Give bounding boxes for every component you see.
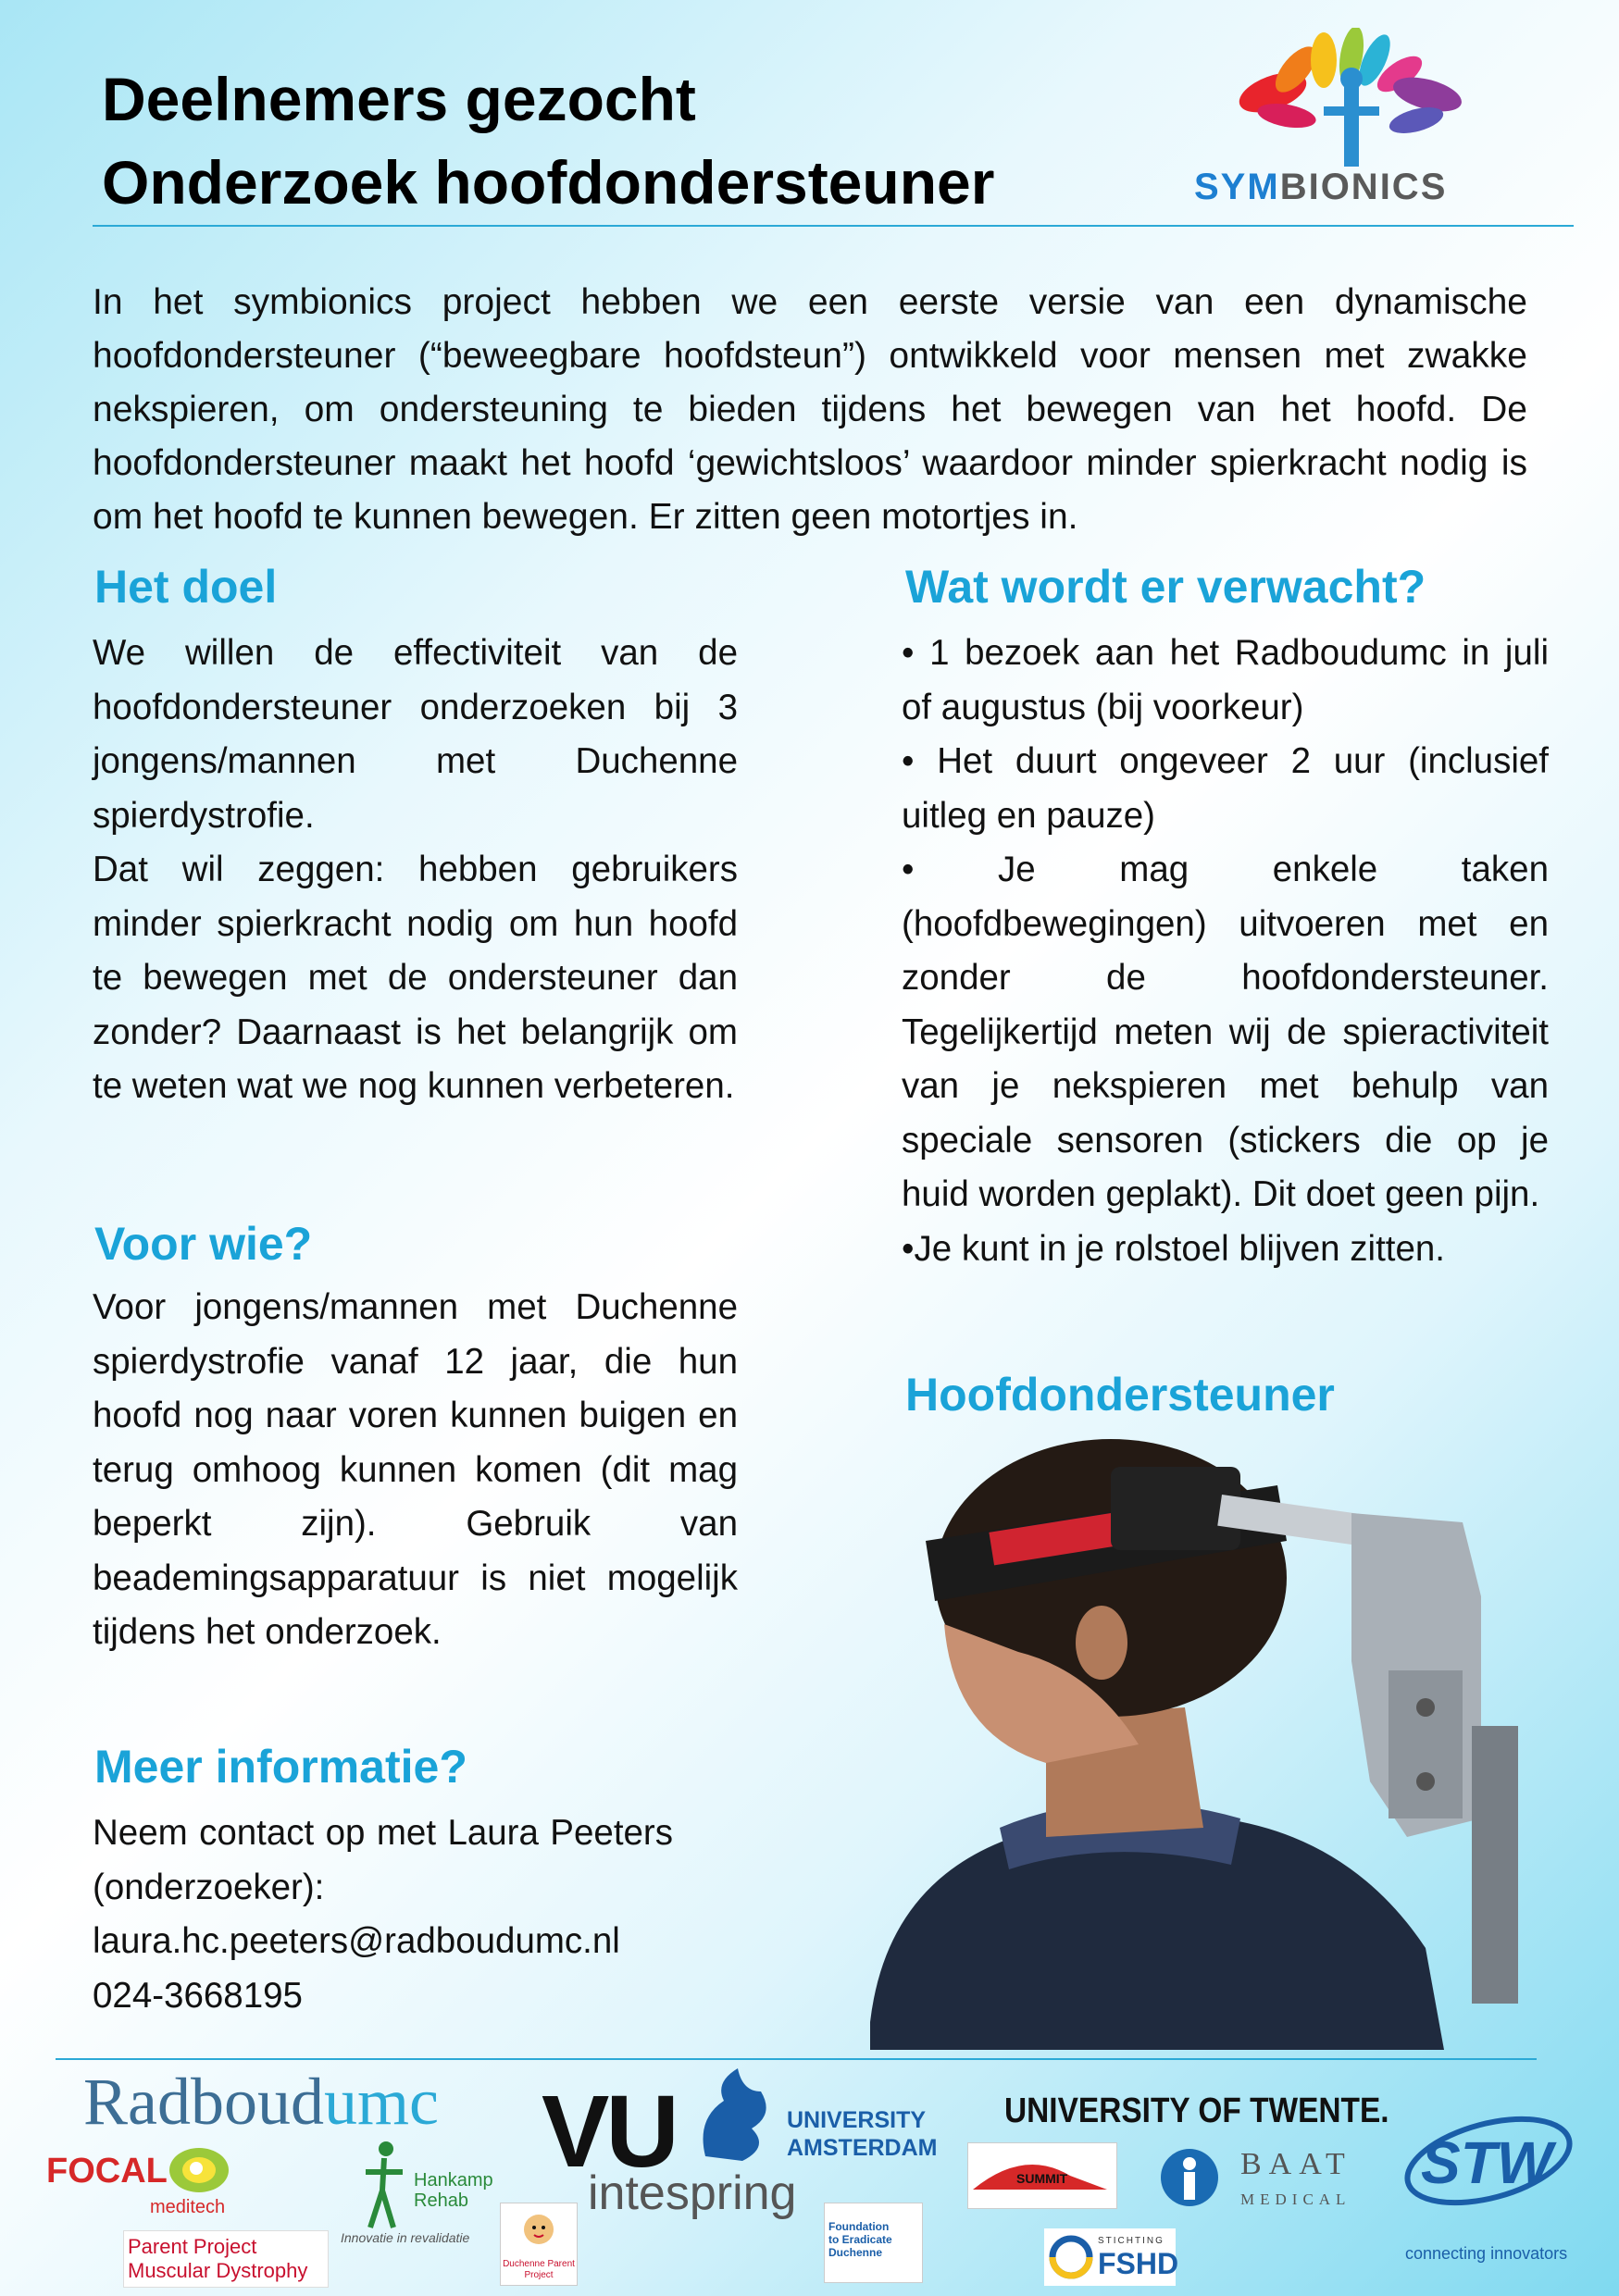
contact-phone[interactable]: 024-3668195 — [93, 1975, 303, 2016]
verwacht-item-3: • Je mag enkele taken (hoofdbewegingen) uitvoeren met en zonder de hoofdondersteuner. Tegelijkertijd meten wij de spieractiviteit van je nekspieren met behulp van speciale sensoren (stickers die op je huid worden geplakt). Dit doet geen pijn. — [902, 850, 1549, 1214]
voorwie-paragraph: Voor jongens/mannen met Duchenne spierdystrofie vanaf 12 jaar, die hun hoofd nog naar voren kunnen buigen en terug omhoog kunnen komen (dit mag beperkt zijn). Gebruik van beademingsapparatuur is niet mogelijk tijdens het onderzoek. — [93, 1287, 738, 1652]
verwacht-item-1: • 1 bezoek aan het Radboudumc in juli of augustus (bij voorkeur) — [902, 633, 1549, 727]
hankamp-logo: Hankamp Rehab — [414, 2170, 493, 2211]
title-line-1: Deelnemers gezocht — [102, 65, 696, 133]
intespring-logo: intespring — [588, 2166, 797, 2220]
duchenne-child-icon — [501, 2203, 577, 2259]
verwacht-heading: Wat wordt er verwacht? — [905, 561, 1426, 613]
sponsor-logos — [0, 2064, 1619, 2296]
ppmd-logo: Parent Project Muscular Dystrophy — [123, 2230, 329, 2288]
photo-heading: Hoofdondersteuner — [905, 1369, 1335, 1421]
verwacht-item-2: • Het duurt ongeveer 2 uur (inclusief uitleg en pauze) — [902, 741, 1549, 836]
voorwie-heading: Voor wie? — [94, 1218, 313, 1270]
twente-logo: UNIVERSITY OF TWENTE. — [1004, 2091, 1389, 2130]
fshd-circle-icon — [1048, 2234, 1094, 2280]
doel-heading: Het doel — [94, 561, 278, 613]
intro-paragraph: In het symbionics project hebben we een eerste versie van een dynamische hoofdondersteuner (“beweegbare hoofdsteun”) ontwikkeld voor mensen met zwakke nekspieren, om ondersteuning te bieden tijdens het bewegen van het hoofd. De hoofdondersteuner maakt het hoofd ‘gewichtsloos’ waardoor minder spierkracht nodig is om het hoofd te kunnen bewegen. Er zitten geen motortjes in. — [93, 282, 1527, 537]
head-support-photo — [833, 1430, 1537, 2050]
focal-eye-icon — [167, 2142, 231, 2198]
meer-heading: Meer informatie? — [94, 1741, 467, 1793]
header-divider — [93, 225, 1574, 227]
fshd-logo: STICHTING FSHD — [1044, 2228, 1176, 2286]
baat-person-icon — [1159, 2147, 1220, 2208]
title-line-2: Onderzoek hoofdondersteuner — [102, 148, 995, 217]
hankamp-figure-icon — [356, 2140, 412, 2232]
doel-text — [93, 627, 738, 1114]
verwacht-list — [902, 627, 1549, 1276]
vu-griffin-icon — [687, 2064, 779, 2166]
meer-text — [93, 1806, 673, 2023]
symbionics-flower-icon — [1185, 28, 1537, 167]
duchenne-parent-project-logo: Duchenne Parent Project — [500, 2203, 578, 2286]
baat-logo: BAAT MEDICAL — [1240, 2147, 1352, 2208]
contact-email[interactable]: laura.hc.peeters@radboudumc.nl — [93, 1921, 620, 1961]
vu-logo: VU — [542, 2075, 676, 2189]
focal-subtitle: meditech — [150, 2197, 226, 2217]
hankamp-tagline: Innovatie in revalidatie — [341, 2230, 470, 2245]
radboudumc-logo: Radboudumc — [83, 2065, 439, 2139]
focal-logo: FOCAL — [46, 2152, 168, 2191]
footer-divider — [56, 2058, 1537, 2060]
fed-logo: Foundation to Eradicate Duchenne — [824, 2203, 923, 2283]
voorwie-text — [93, 1281, 738, 1660]
doel-paragraph-2: Dat wil zeggen: hebben gebruikers minder spierkracht nodig om hun hoofd te bewegen met de ondersteuner dan zonder? Daarnaast is het belangrijk om te weten wat we nog kunnen verbeteren. — [93, 850, 738, 1106]
stw-logo: STW — [1421, 2129, 1553, 2196]
page-title — [102, 57, 994, 224]
symbionics-wordmark: SYMBIONICS — [1194, 167, 1448, 207]
vu-subtitle: UNIVERSITY AMSTERDAM — [787, 2107, 938, 2161]
summit-logo: SUMMIT — [967, 2142, 1117, 2209]
verwacht-item-4: •Je kunt in je rolstoel blijven zitten. — [902, 1228, 1445, 1269]
doel-paragraph-1: We willen de effectiviteit van de hoofdondersteuner onderzoeken bij 3 jongens/mannen met Duchenne spierdystrofie. — [93, 633, 738, 836]
stw-tagline: connecting innovators — [1405, 2244, 1568, 2263]
meer-paragraph: Neem contact op met Laura Peeters (onderzoeker): — [93, 1813, 673, 1907]
